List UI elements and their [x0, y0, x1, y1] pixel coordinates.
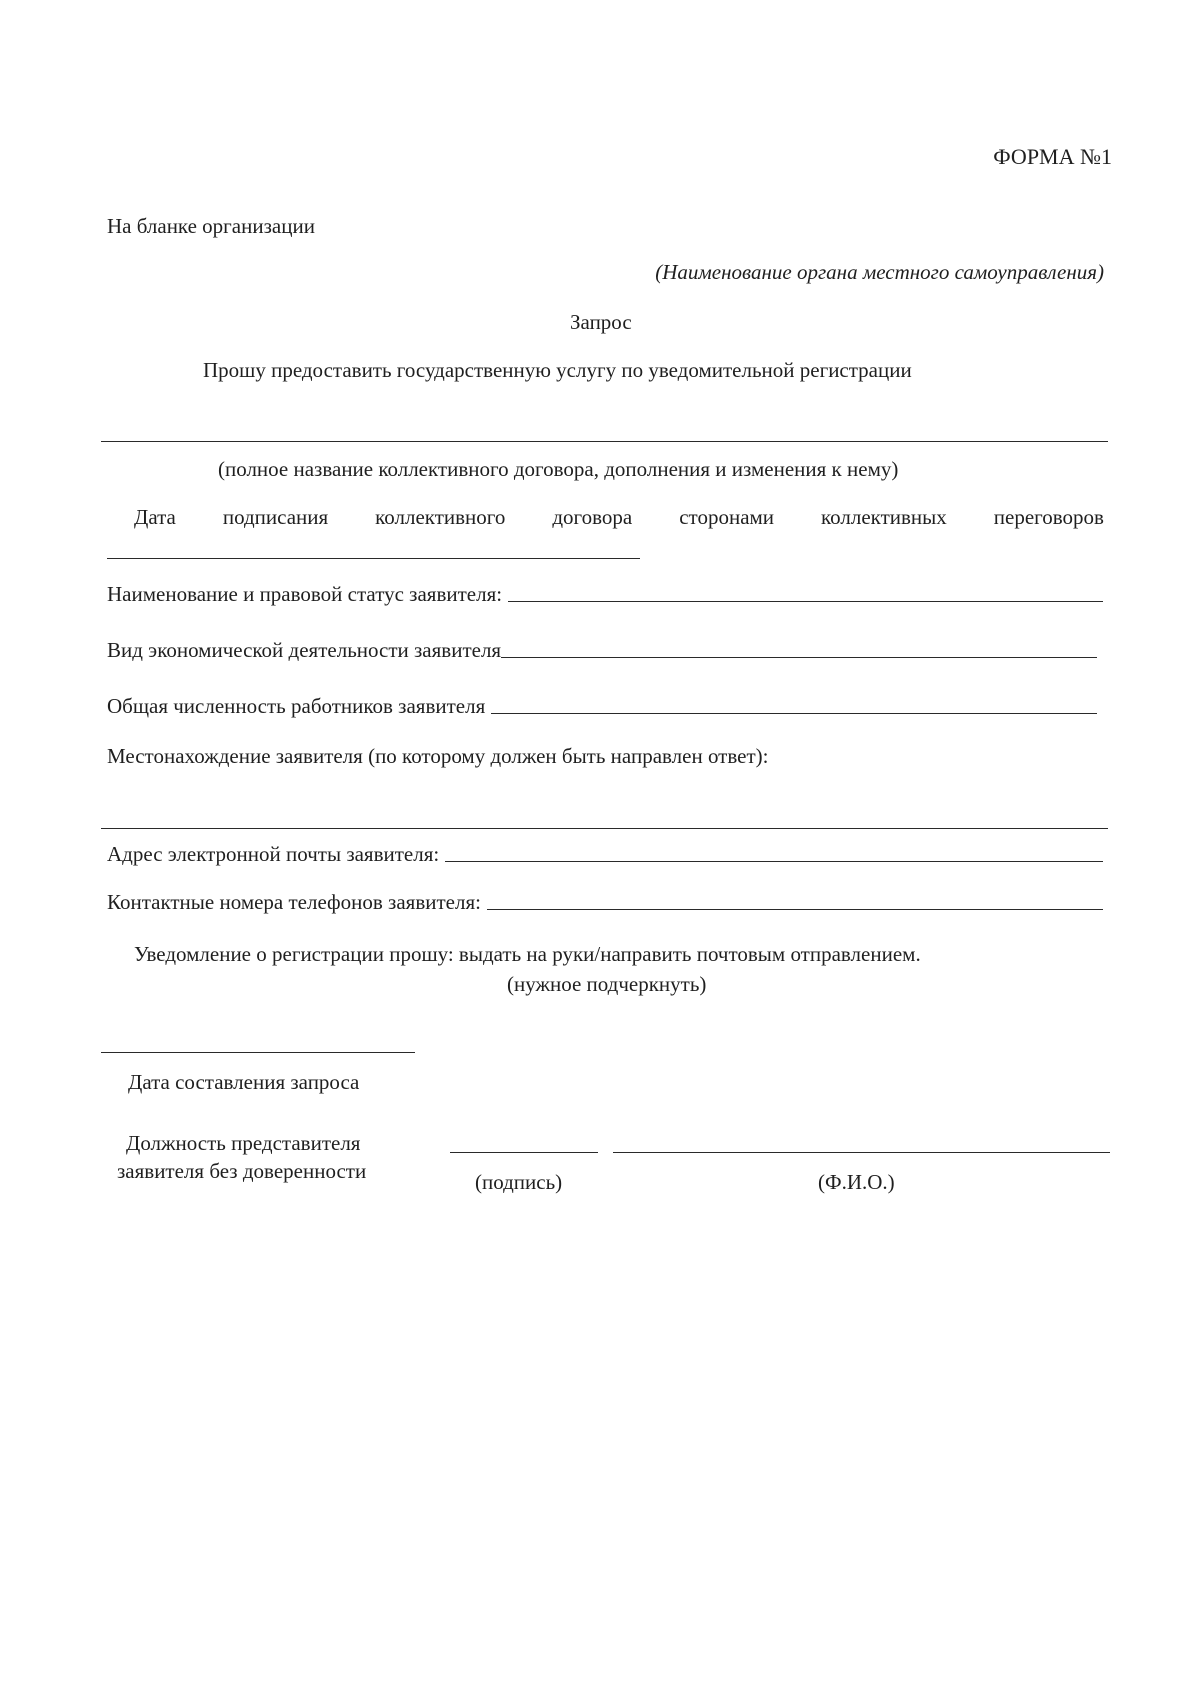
signing-date-word: сторонами — [679, 505, 775, 529]
applicant-name-status-field[interactable] — [107, 584, 1103, 605]
representative-label-line2: заявителя без доверенности — [117, 1159, 367, 1183]
location-line[interactable] — [101, 828, 1108, 829]
request-date-line[interactable] — [101, 1052, 415, 1053]
letterhead-note: На бланке организации — [107, 214, 315, 238]
signing-date-word: коллективного — [375, 505, 506, 529]
agreement-name-caption: (полное название коллективного договора, дополнения и изменения к нему) — [218, 457, 899, 481]
document-title: Запрос — [570, 310, 632, 334]
notification-text: Уведомление о регистрации прошу: выдать на руки/направить почтовым отправлением. — [134, 942, 921, 966]
economic-activity-field[interactable] — [107, 640, 1097, 661]
phones-line[interactable] — [487, 909, 1103, 910]
signing-date-word: подписания — [222, 505, 329, 529]
request-date-label: Дата составления запроса — [128, 1070, 360, 1094]
signature-line[interactable] — [450, 1152, 598, 1153]
employee-count-field[interactable] — [107, 696, 1097, 717]
employee-count-line[interactable] — [491, 713, 1097, 714]
economic-activity-label: Вид экономической деятельности заявителя — [107, 638, 502, 662]
phones-label: Контактные номера телефонов заявителя: — [107, 890, 481, 914]
signing-date-word: договора — [552, 505, 633, 529]
request-text: Прошу предоставить государственную услугу по уведомительной регистрации — [203, 358, 912, 382]
form-number: ФОРМА №1 — [993, 144, 1112, 169]
signing-date-line[interactable] — [107, 558, 640, 559]
full-name-line[interactable] — [613, 1152, 1110, 1153]
agreement-name-line[interactable] — [101, 441, 1108, 442]
email-label: Адрес электронной почты заявителя: — [107, 842, 440, 866]
email-field[interactable] — [107, 844, 1103, 865]
phones-field[interactable] — [107, 892, 1103, 913]
signing-date-word: Дата — [134, 505, 176, 529]
email-line[interactable] — [445, 861, 1103, 862]
location-label: Местонахождение заявителя (по которому должен быть направлен ответ): — [107, 744, 769, 768]
signing-date-word: коллективных — [821, 505, 947, 529]
representative-label-line1: Должность представителя — [126, 1131, 361, 1155]
full-name-caption: (Ф.И.О.) — [818, 1170, 895, 1194]
applicant-name-status-line[interactable] — [508, 601, 1103, 602]
signature-caption: (подпись) — [475, 1170, 563, 1194]
signing-date-label — [134, 507, 1104, 528]
recipient-placeholder: (Наименование органа местного самоуправления) — [655, 260, 1104, 284]
employee-count-label: Общая численность работников заявителя — [107, 694, 486, 718]
signing-date-word: переговоров — [993, 505, 1104, 529]
notification-hint: (нужное подчеркнуть) — [507, 972, 707, 996]
economic-activity-line[interactable] — [501, 657, 1097, 658]
applicant-name-status-label: Наименование и правовой статус заявителя: — [107, 582, 503, 606]
